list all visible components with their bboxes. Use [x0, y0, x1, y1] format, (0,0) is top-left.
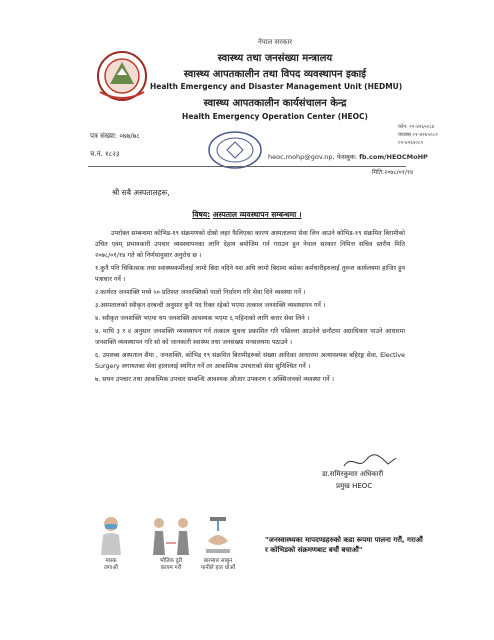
campaign-line-2: र कोभिडको संक्रमणबाट बचौं बचाऔं"	[265, 546, 363, 554]
point-6: ६. उपलब्ध अस्पताल शैया , जनशक्ति, कोभिड १९ संक्रमित बिरामीहरुको संख्या आदिका आधारमा अत्यावश्यक बहिरङ्ग सेवा, Elective Surgery लगायतका सेवा हालालाई स्थगित गर्ने तर आकस्मिक उपचारको सेवा सुनिश्चित गर्ने ।	[95, 352, 405, 370]
unit-name-english: Health Emergency and Disaster Management Unit (HEDMU)	[150, 82, 403, 91]
subject-line	[0, 210, 494, 220]
nepal-emblem-icon	[90, 48, 154, 104]
fax-number: फ्याक्स ०१-४२६५०८२	[398, 132, 438, 138]
contact-numbers	[398, 123, 438, 147]
unit-name-nepali: स्वास्थ्य आपतकालीन तथा विपद व्यवस्थापन इकाई	[183, 69, 367, 80]
contact-web	[268, 152, 428, 161]
handwash-caption: बारम्बार साबुन पानीले हात धोऔं	[200, 558, 236, 571]
facebook-label: फेसबुक:	[336, 153, 358, 161]
header-divider	[88, 166, 406, 167]
phone-number-2: ०१-४२६५०८१	[398, 140, 424, 146]
mask-icon	[97, 515, 125, 555]
point-1: १.कुनै पनि चिकित्सक तथा स्वास्थ्यकर्मीलाई लामो बिदा नदिने यस अघि लामो बिदामा बसेका कर्मचारीहरुलाई तुरुन्त कार्यलयमा हाजिर हुन पत्राचार गर्ने ।	[95, 265, 405, 283]
email-link[interactable]: heoc.mohp@gov.np,	[268, 153, 335, 161]
point-2: २.कार्यरत जनशक्ति मध्ये ५० प्रतिशत जनशक्तिको पालो निर्धारण गरि सेवा दिने व्यवस्था गर्ने ।	[95, 289, 306, 296]
subject-label: विषय:	[192, 210, 211, 219]
letter-reference: पत्र संख्या: ०७७/७८	[90, 132, 140, 140]
phone-number: फोन: ०१-४२६५०८४	[398, 124, 435, 130]
distance-icon	[151, 515, 191, 555]
centre-name-english: Health Emergency Operation Center (HEOC)	[182, 112, 368, 121]
facebook-link[interactable]: fb.com/HEOCMoHP	[359, 153, 428, 161]
campaign-slogan	[265, 535, 470, 555]
office-stamp-icon	[205, 130, 265, 170]
government-name: नेपाल सरकार	[257, 38, 293, 46]
centre-name-nepali: स्वास्थ्य आपतकालीन कार्यसंचालन केन्द्र	[203, 98, 347, 109]
point-5: ४. माथि ३ र ४ अनुसार जनशक्ति व्यवस्थापन गर्न तत्काल सूचना प्रकाशित गरि पछिल्ला आउनेले छनौटमा अग्राधिकार पाउने आधारमा जनशक्ति व्यवस्थापन गरि सो को जानकारी स्वास्थ्य तथा जनसंख्या मन्त्रालयमा पठाउने ।	[95, 328, 405, 346]
distance-caption: भौतिक दुरी कायम गरौं	[159, 558, 183, 571]
campaign-line-1: "जनस्वास्थ्यका मापदण्डहरुको कडा रूपमा पालना गरौं, गराऔं	[265, 536, 423, 544]
point-4: ४. स्वीकृत जनशक्ति भएमा थप जनशक्ति आवश्यक भएमा ६ महिनाको लागि करार सेवा लिने ।	[95, 315, 310, 322]
letter-body	[95, 228, 405, 387]
point-3: ३.अस्पतालको स्वीकृत दरबन्दी अनुसार कुनै पद रिक्त रहेको भएमा तत्काल जनशक्ति व्यवस्थापन गर्ने ।	[95, 302, 326, 309]
ministry-name: स्वास्थ्य तथा जनसंख्या मन्त्रालय	[217, 53, 333, 64]
handwash-icon	[204, 515, 232, 555]
addressee: श्री सबै अस्पतालहरू,	[112, 188, 170, 197]
mask-caption: मास्क लगाऔं	[104, 558, 118, 571]
signatory-title: प्रमुख HEOC	[336, 482, 373, 490]
signature-mark-icon	[340, 452, 400, 472]
subject-text: अस्पताल व्यवस्थापन सम्बन्धमा ।	[212, 210, 302, 219]
dispatch-number: च.नं. १८२३	[90, 150, 120, 158]
point-7: ७. सघन उपचार तथा आकस्मिक उपचार सम्बन्धि आवश्यक औजार उपकरण र अक्सिजनको व्यवस्था गर्ने ।	[95, 376, 335, 383]
intro-paragraph: उपरोक्त सम्बन्धमा कोभिड-१९ संक्रमणको दोस्रो लहर फैलिएका कारण अस्पतालमा सेवा लिन आउने कोभिड-१९ संक्रमित बिरामीको उचित एवम् प्रभावकारी उपचार व्यवस्थापनका लागि देहाय बमोजिम गर्न गराउन हुन नेपाल सरकार निमित्त सचिव स्तरीय मिति २०७८/०१/१४ गते को निर्णयानुसार अनुरोध छ ।	[95, 230, 405, 259]
letter-date: मिति:२०७८/०१/१४	[372, 169, 414, 176]
signatory-name: डा.समिरकुमार अधिकारी	[322, 470, 384, 478]
